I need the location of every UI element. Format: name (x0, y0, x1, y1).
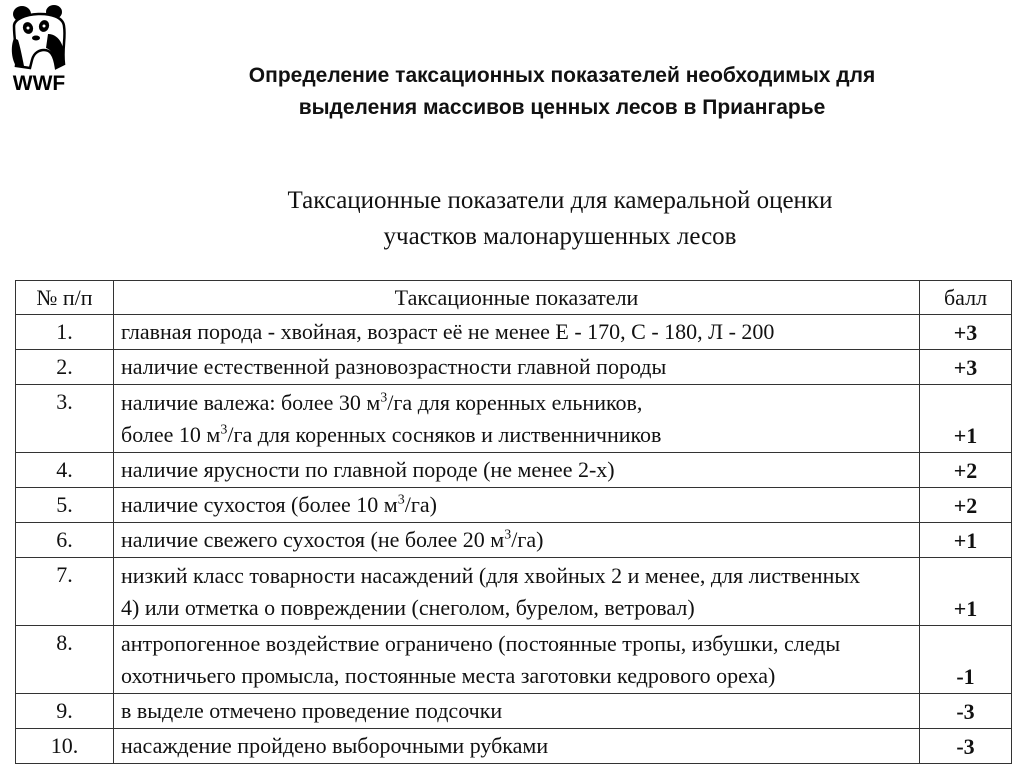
row-score: +1 (920, 385, 1012, 453)
logo-text: WWF (12, 72, 66, 95)
row-score: +2 (920, 453, 1012, 488)
row-text: насаждение пройдено выборочными рубками (114, 729, 920, 764)
table-row (16, 523, 1012, 558)
row-num: 5. (16, 488, 114, 523)
table-row (16, 626, 1012, 694)
indicators-table (15, 280, 1012, 764)
row-text-line-2: более 10 $м^3/га$ для коренных сосняков и лиственничников (121, 421, 662, 447)
row-text-line-1: наличие валежа: более 30 $м^3/га$ для коренных ельников, (121, 389, 643, 415)
row-text: в выделе отмечено проведение подсочки (114, 694, 920, 729)
subtitle-line-2: участков малонарушенных лесов (383, 223, 737, 250)
row-score: +1 (920, 558, 1012, 626)
row-text (114, 626, 920, 694)
title-line-2: выделения массивов ценных лесов в Приангарье (298, 96, 826, 119)
table-row (16, 315, 1012, 350)
row-num: 2. (16, 350, 114, 385)
row-text: наличие свежего сухостоя (не более 20 $м^3/га$) (114, 523, 920, 558)
header-score: балл (920, 281, 1012, 315)
row-score: +1 (920, 523, 1012, 558)
row-score: -1 (920, 626, 1012, 694)
row-num: 3. (16, 385, 114, 453)
table-row (16, 729, 1012, 764)
row-score: -3 (920, 729, 1012, 764)
table-header-row (16, 281, 1012, 315)
row-text: главная порода - хвойная, возраст её не менее Е - 170, С - 180, Л - 200 (114, 315, 920, 350)
table-row (16, 694, 1012, 729)
table-title (150, 183, 970, 255)
row-score: +3 (920, 315, 1012, 350)
row-text-line-1: низкий класс товарности насаждений (для хвойных 2 и менее, для лиственных (121, 562, 861, 588)
table-row (16, 453, 1012, 488)
row-score: +3 (920, 350, 1012, 385)
header-indicators: Таксационные показатели (114, 281, 920, 315)
subtitle-line-1: Таксационные показатели для камеральной оценки (287, 187, 833, 214)
panda-icon (4, 4, 74, 70)
page-title (100, 60, 1024, 124)
row-score: +2 (920, 488, 1012, 523)
table-row (16, 488, 1012, 523)
row-text (114, 558, 920, 626)
table-row (16, 558, 1012, 626)
wwf-logo (4, 4, 74, 96)
row-text-line-2: охотничьего промысла, постоянные места заготовки кедрового ореха) (121, 662, 776, 688)
row-text: наличие сухостоя (более 10 $м^3/га$) (114, 488, 920, 523)
row-num: 10. (16, 729, 114, 764)
row-text-line-1: антропогенное воздействие ограничено (постоянные тропы, избушки, следы (121, 630, 841, 656)
row-num: 4. (16, 453, 114, 488)
row-num: 9. (16, 694, 114, 729)
row-num: 7. (16, 558, 114, 626)
row-num: 1. (16, 315, 114, 350)
row-text (114, 385, 920, 453)
row-text: наличие естественной разновозрастности главной породы (114, 350, 920, 385)
title-line-1: Определение таксационных показателей необходимых для (248, 64, 876, 87)
table-row (16, 350, 1012, 385)
row-text: наличие ярусности по главной породе (не менее 2-х) (114, 453, 920, 488)
row-num: 6. (16, 523, 114, 558)
header-num: № п/п (16, 281, 114, 315)
row-text-line-2: 4) или отметка о повреждении (снеголом, бурелом, ветровал) (121, 594, 695, 620)
row-num: 8. (16, 626, 114, 694)
row-score: -3 (920, 694, 1012, 729)
table-row (16, 385, 1012, 453)
